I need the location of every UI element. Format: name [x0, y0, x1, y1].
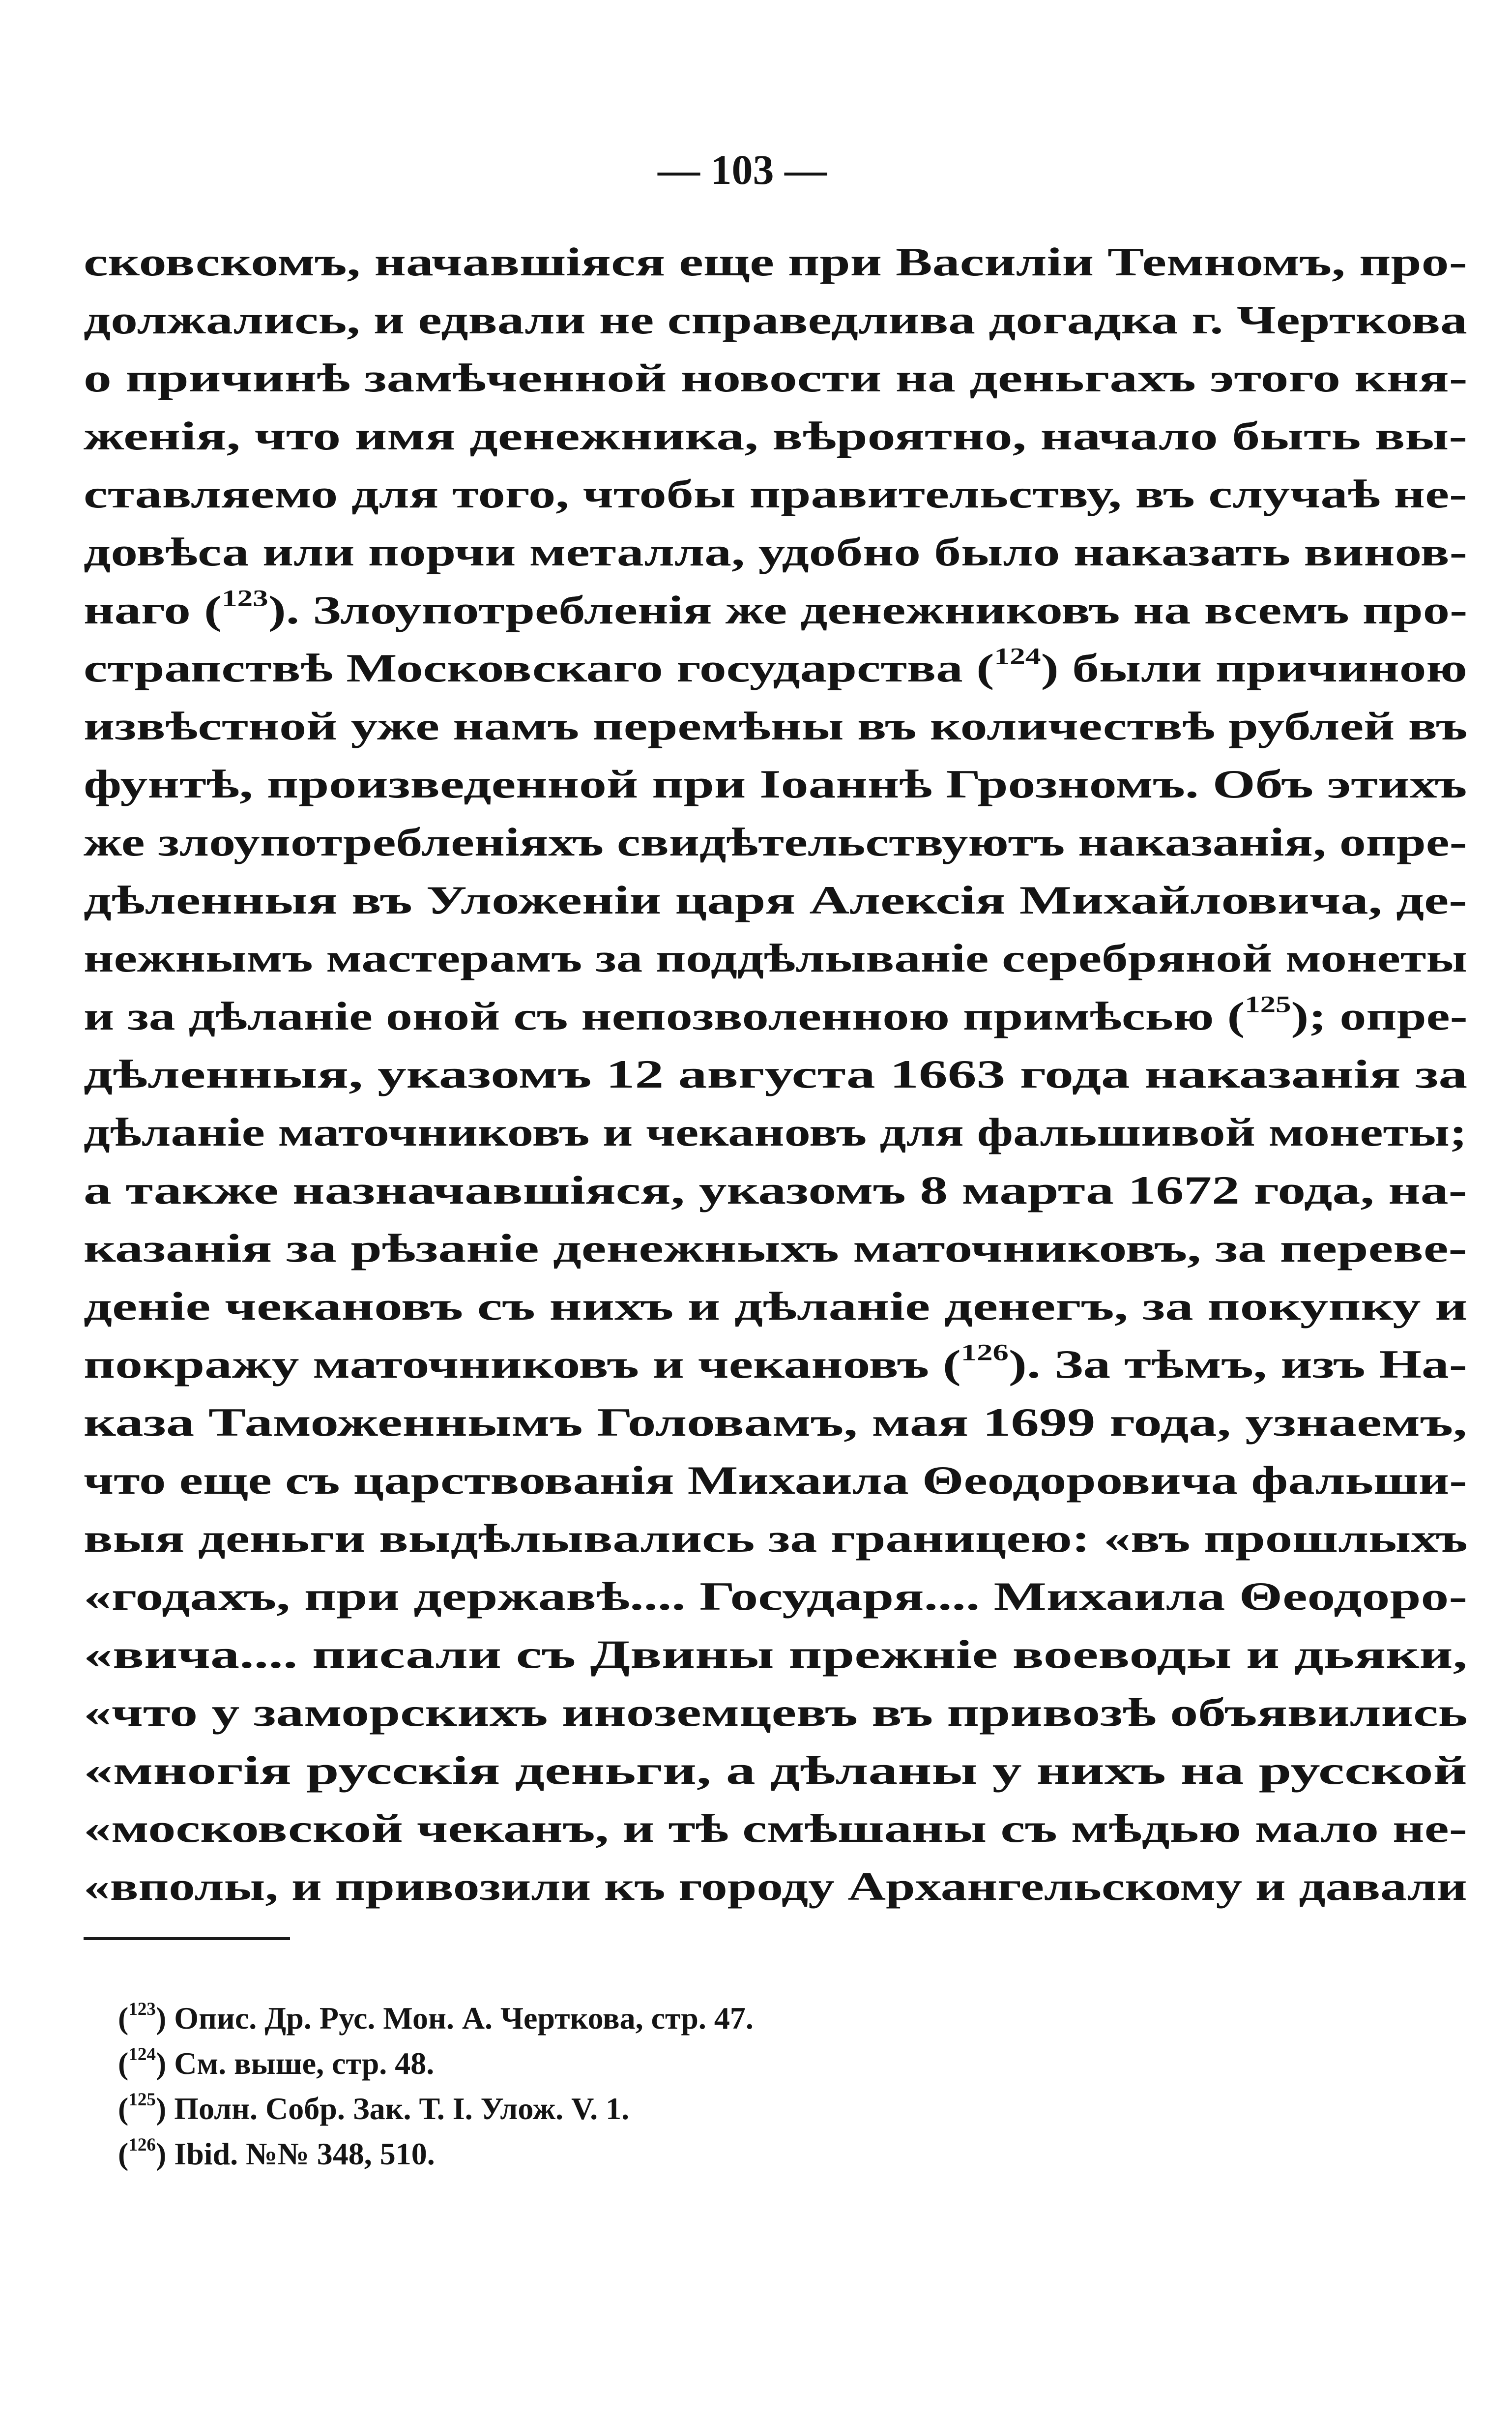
text-line: наго ($^{123}$). Злоупотребленія же денежниковъ на всемъ про-	[84, 586, 1468, 632]
text-line: о причинѣ замѣченной новости на деньгахъ этого кня-	[84, 355, 1468, 400]
footnote-separator	[84, 1937, 290, 1940]
text-line: а также назначавшіяся, указомъ 8 марта 1672 года, на-	[84, 1168, 1467, 1212]
text-line: казанія за рѣзаніе денежныхъ маточниковъ, за переве-	[84, 1226, 1467, 1270]
page-number: — 103 —	[658, 146, 827, 193]
text-line: нежнымъ мастерамъ за поддѣлываніе серебряной монеты	[84, 936, 1467, 980]
text-line: довѣса или порчи металла, удобно было наказать винов-	[84, 530, 1468, 574]
text-line: «московской чеканъ, и тѣ смѣшаны съ мѣдью мало не-	[84, 1806, 1468, 1851]
text-line: покражу маточниковъ и чекановъ ($^{126}$). За тѣмъ, изъ На-	[84, 1340, 1467, 1387]
text-line: выя деньги выдѣлывались за границею: «въ прошлыхъ	[84, 1516, 1468, 1561]
text-line: ставляемо для того, чтобы правительству, въ случаѣ не-	[84, 472, 1467, 516]
footnote: ($^{123}$) Опис. Др. Рус. Мон. А. Черткова, стр. 47.	[118, 1999, 754, 2036]
text-line: должались, и едвали не справедлива догадка г. Черткова	[84, 297, 1467, 342]
text-line: фунтѣ, произведенной при Іоаннѣ Грозномъ. Объ этихъ	[84, 762, 1467, 806]
text-line: «что у заморскихъ иноземцевъ въ привозѣ объявились	[84, 1690, 1468, 1735]
text-line: что еще съ царствованія Михаила Θеодоровича фальши-	[84, 1458, 1467, 1503]
text-line: «годахъ, при державѣ.... Государя.... Михаила Θеодоро-	[84, 1574, 1468, 1619]
text-line: женія, что имя денежника, вѣроятно, начало быть вы-	[84, 413, 1468, 458]
text-line: каза Таможеннымъ Головамъ, мая 1699 года, узнаемъ,	[84, 1400, 1467, 1445]
footnote: ($^{125}$) Полн. Собр. Зак. Т. I. Улож. V. 1.	[118, 2090, 630, 2126]
text-line: сковскомъ, начавшіяся еще при Василіи Темномъ, про-	[84, 239, 1467, 284]
text-line: деніе чекановъ съ нихъ и дѣланіе денегъ, за покупку и	[84, 1284, 1468, 1329]
text-line: же злоупотребленіяхъ свидѣтельствуютъ наказанія, опре-	[84, 820, 1467, 864]
footnote: ($^{124}$) См. выше, стр. 48.	[118, 2044, 435, 2081]
text-line: извѣстной уже намъ перемѣны въ количествѣ рублей въ	[84, 704, 1468, 748]
text-line: «вполы, и привозили къ городу Архангельскому и давали	[84, 1864, 1467, 1909]
text-line: дѣланіе маточниковъ и чекановъ для фальшивой монеты;	[84, 1110, 1467, 1154]
text-line: и за дѣланіе оной съ непозволенною примѣсью ($^{125}$); опре-	[84, 992, 1468, 1038]
text-line: «многія русскія деньги, а дѣланы у нихъ на русской	[84, 1748, 1467, 1793]
text-line: дѣленныя, указомъ 12 августа 1663 года наказанія за	[84, 1052, 1468, 1096]
text-line: «вича.... писали съ Двины прежніе воеводы и дьяки,	[84, 1632, 1468, 1677]
text-line: дѣленныя въ Уложеніи царя Алексія Михайловича, де-	[84, 878, 1467, 922]
text-line: страпствѣ Московскаго государства ($^{124}$) были причиною	[84, 644, 1467, 690]
footnote: ($^{126}$) Ibid. №№ 348, 510.	[118, 2135, 435, 2171]
